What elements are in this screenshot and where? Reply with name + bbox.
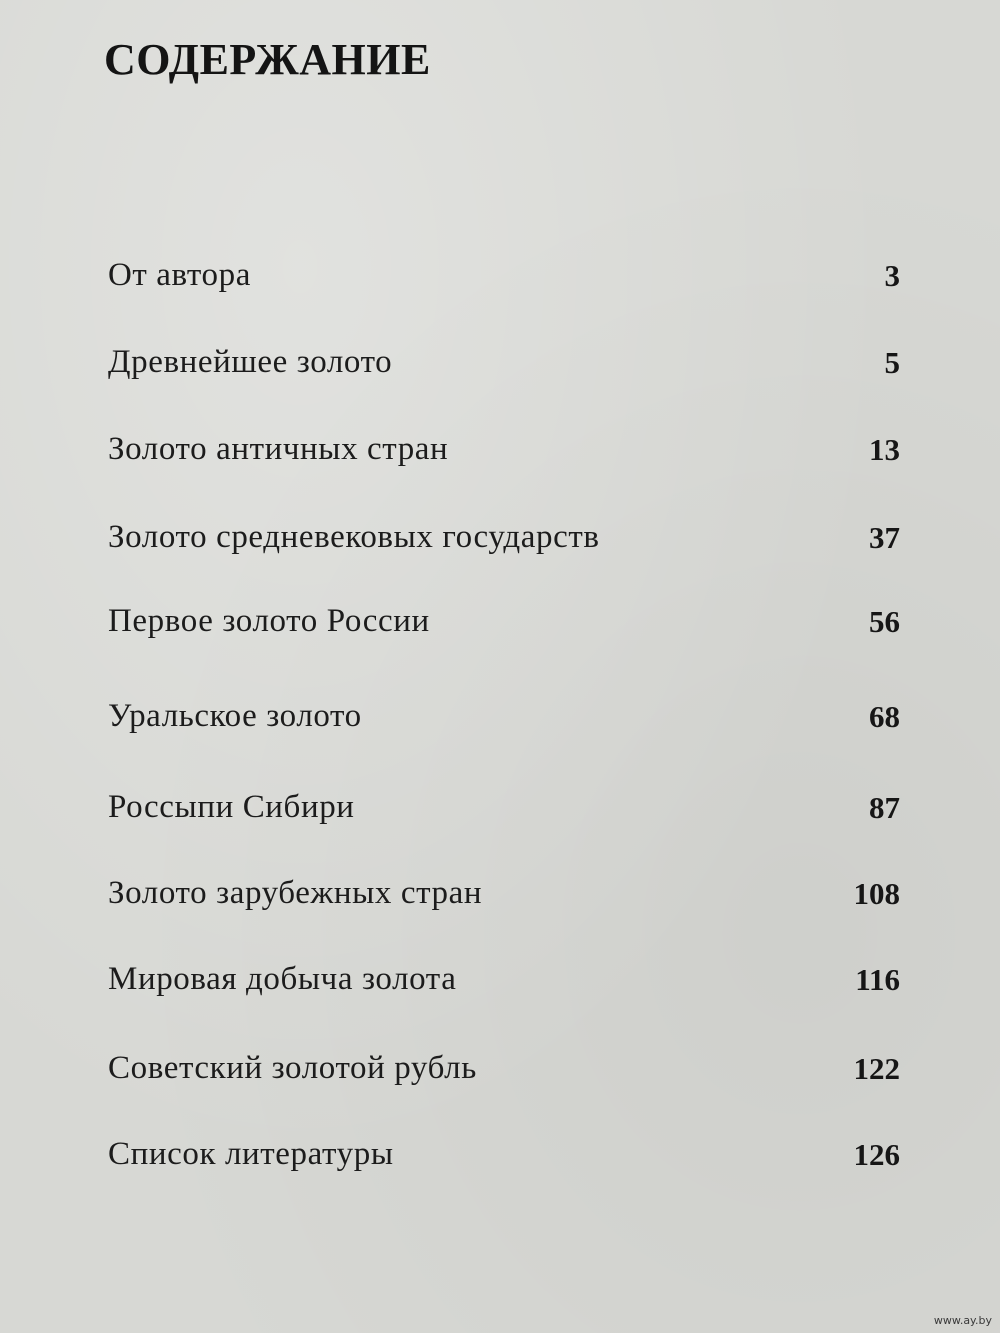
toc-entry-page: 108 (853, 876, 900, 911)
toc-entry (108, 1043, 900, 1087)
toc-entry-page: 3 (884, 258, 900, 293)
toc-entry (108, 512, 900, 556)
toc-entry (108, 868, 900, 912)
toc-entry-page: 126 (853, 1137, 900, 1172)
toc-entry-page: 5 (884, 345, 900, 380)
toc-entry (108, 691, 900, 735)
toc-entry (108, 596, 900, 640)
toc-entry (108, 1129, 900, 1173)
toc-entry-title: Первое золото России (108, 603, 430, 639)
toc-entry (108, 782, 900, 826)
toc-entry-page: 116 (855, 962, 900, 997)
toc-entry-page: 122 (853, 1051, 900, 1086)
toc-entry-title: Древнейшее золото (108, 344, 393, 380)
toc-entry (108, 250, 900, 294)
toc-entry-title: Золото зарубежных стран (108, 875, 483, 911)
toc-entry (108, 424, 900, 468)
toc-entry-title: Советский золотой рубль (108, 1050, 477, 1086)
toc-entry-title: Список литературы (108, 1136, 394, 1172)
page-title: СОДЕРЖАНИЕ (104, 35, 431, 84)
toc-entry-title: Уральское золото (108, 698, 362, 734)
toc-entry-page: 13 (869, 432, 900, 467)
toc-entry-title: Россыпи Сибири (108, 789, 355, 825)
toc-entry-title: Золото средневековых государств (108, 519, 600, 555)
toc-entry-page: 87 (869, 790, 900, 825)
toc-entry-title: От автора (108, 257, 251, 293)
toc-entry-title: Мировая добыча золота (108, 961, 457, 997)
toc-entry-page: 37 (869, 520, 900, 555)
toc-entry (108, 954, 900, 998)
site-watermark: www.ay.by (933, 1314, 992, 1327)
toc-entry-title: Золото античных стран (108, 431, 449, 467)
toc-entry-page: 56 (869, 604, 900, 639)
toc-entry-page: 68 (869, 699, 900, 734)
toc-entry (108, 337, 900, 381)
